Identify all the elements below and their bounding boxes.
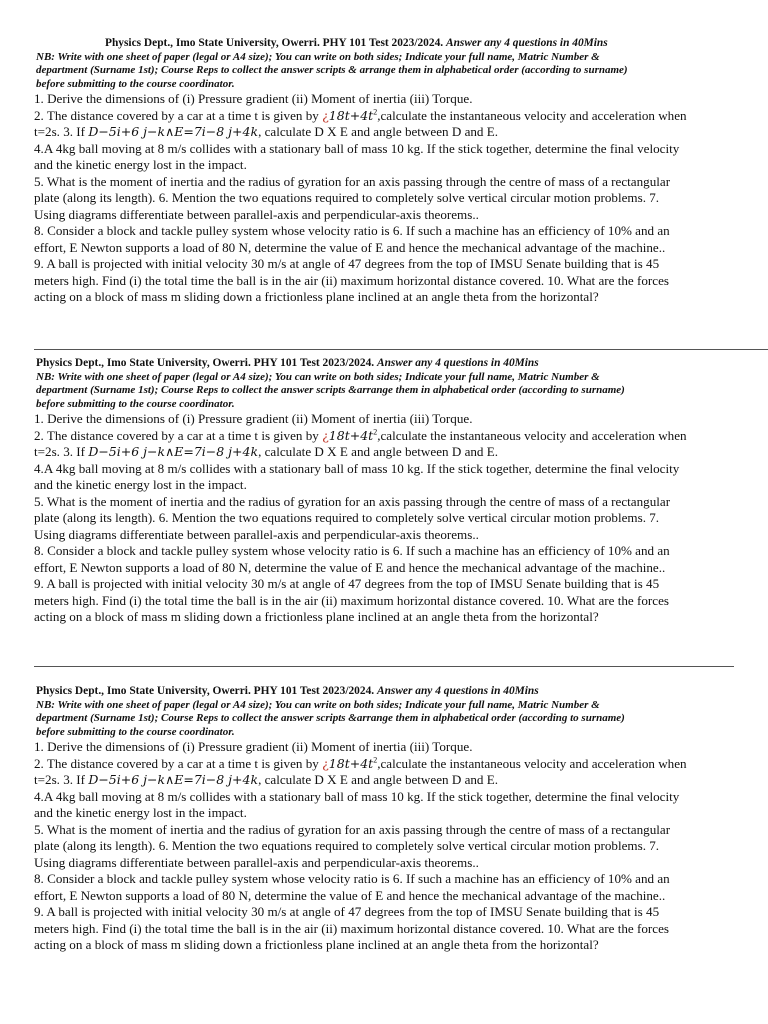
nb-line-2: department (Surname 1st); Course Reps to collect the answer scripts &arrange them in alphabetical order (according to surname) (36, 384, 625, 396)
math-symbol: ¿ (322, 427, 329, 443)
question-list (0, 411, 734, 626)
math-expression: D−5i+6 j−k∧E=7i−8 j+4k (88, 444, 259, 459)
question-9-line-1: 9. A ball is projected with initial velocity 30 m/s at angle of 47 degrees from the top of IMSU Senate building that is 45 (34, 256, 660, 271)
question-4-line-2: and the kinetic energy lost in the impact. (34, 477, 247, 492)
question-2: 2. The distance covered by a car at a time t is given by ¿$18t+4t^2,calculate$ the instantaneous velocity and acceleration when (34, 107, 687, 123)
question-list (0, 739, 734, 954)
question-1: 1. Derive the dimensions of (i) Pressure gradient (ii) Moment of inertia (iii) Torque. (34, 739, 473, 754)
question-8-line-1: 8. Consider a block and tackle pulley system whose velocity ratio is 6. If such a machine has an efficiency of 10% and an (34, 543, 670, 558)
nb-line-3: before submitting to the course coordinator. (36, 397, 235, 410)
test-block-3 (0, 685, 768, 954)
question-5-line-2: plate (along its length). 6. Mention the two equations required to completely solve vertical circular motion problems. 7. (34, 838, 660, 853)
nb-line-3: before submitting to the course coordinator. (36, 77, 235, 90)
question-8-line-1: 8. Consider a block and tackle pulley system whose velocity ratio is 6. If such a machine has an efficiency of 10% and an (34, 223, 670, 238)
question-5-line-1: 5. What is the moment of inertia and the radius of gyration for an axis passing through the centre of mass of a rectangular (34, 173, 671, 189)
header-instruction: Answer any 4 questions in 40Mins (376, 357, 539, 369)
nb-line-1: NB: Write with one sheet of paper (legal or A4 size); You can write on both sides; Indicate your full name, Matric Number & (36, 50, 600, 63)
question-2: 2. The distance covered by a car at a time t is given by ¿$18t+4t^2,calculate$ the instantaneous velocity and acceleration when (34, 755, 687, 771)
divider-line (34, 666, 734, 667)
question-3: t=2s. 3. If D−5i+6 j−k∧E=7i−8 j+4k, calculate D X E and angle between D and E. (34, 124, 499, 139)
question-5-line-2: plate (along its length). 6. Mention the two equations required to completely solve vertical circular motion problems. 7. (34, 190, 660, 205)
question-3: t=2s. 3. If D−5i+6 j−k∧E=7i−8 j+4k, calculate D X E and angle between D and E. (34, 444, 499, 459)
divider-line (34, 349, 768, 350)
math-expression: D−5i+6 j−k∧E=7i−8 j+4k (88, 772, 259, 787)
nb-note (0, 51, 726, 92)
nb-note (0, 699, 726, 740)
question-list (0, 91, 734, 306)
nb-note (0, 371, 726, 412)
question-5-line-3: Using diagrams differentiate between parallel-axis and perpendicular-axis theorems.. (34, 206, 479, 222)
math-expression: 18t+4t (328, 427, 374, 443)
question-3: t=2s. 3. If D−5i+6 j−k∧E=7i−8 j+4k, calculate D X E and angle between D and E. (34, 772, 499, 787)
nb-line-2: department (Surname 1st); Course Reps to collect the answer scripts & arrange them in alphabetical order (according to surname) (36, 64, 628, 76)
question-4-line-2: and the kinetic energy lost in the impact. (34, 805, 247, 820)
math-expression: 18t+4t (328, 755, 374, 771)
question-8-line-1: 8. Consider a block and tackle pulley system whose velocity ratio is 6. If such a machine has an efficiency of 10% and an (34, 871, 670, 886)
header-line (0, 357, 768, 371)
math-expression: D−5i+6 j−k∧E=7i−8 j+4k (88, 124, 259, 139)
question-2: 2. The distance covered by a car at a time t is given by ¿$18t+4t^2,calculate$ the instantaneous velocity and acceleration when (34, 427, 687, 443)
question-1: 1. Derive the dimensions of (i) Pressure gradient (ii) Moment of inertia (iii) Torque. (34, 411, 473, 426)
question-4-line-2: and the kinetic energy lost in the impact. (34, 157, 247, 172)
header-instruction: Answer any 4 questions in 40Mins (445, 37, 608, 49)
question-9-line-3: acting on a block of mass m sliding down a frictionless plane inclined at an angle theta from the horizontal? (34, 937, 599, 952)
header-title: Physics Dept., Imo State University, Owerri. PHY 101 Test 2023/2024. (105, 37, 444, 49)
question-9-line-1: 9. A ball is projected with initial velocity 30 m/s at angle of 47 degrees from the top of IMSU Senate building that is 45 (34, 904, 660, 919)
header-line (0, 685, 768, 699)
question-9-line-3: acting on a block of mass m sliding down a frictionless plane inclined at an angle theta from the horizontal? (34, 609, 599, 624)
question-9-line-2: meters high. Find (i) the total time the ball is in the air (ii) maximum horizontal distance covered. 10. What are the forces (34, 272, 669, 288)
math-expression: 18t+4t (328, 107, 374, 123)
header-title: Physics Dept., Imo State University, Owerri. PHY 101 Test 2023/2024. (36, 357, 375, 369)
question-8-line-2: effort, E Newton supports a load of 80 N, determine the value of E and hence the mechanical advantage of the machine.. (34, 239, 666, 255)
question-9-line-3: acting on a block of mass m sliding down a frictionless plane inclined at an angle theta from the horizontal? (34, 289, 599, 304)
question-8-line-2: effort, E Newton supports a load of 80 N, determine the value of E and hence the mechanical advantage of the machine.. (34, 887, 666, 903)
nb-line-1: NB: Write with one sheet of paper (legal or A4 size); You can write on both sides; Indicate your full name, Matric Number & (36, 698, 600, 711)
nb-line-1: NB: Write with one sheet of paper (legal or A4 size); You can write on both sides; Indicate your full name, Matric Number & (36, 370, 600, 383)
math-symbol: ¿ (322, 107, 329, 123)
math-symbol: ¿ (322, 755, 329, 771)
header-line (0, 37, 768, 51)
question-4-line-1: 4.A 4kg ball moving at 8 m/s collides with a stationary ball of mass 10 kg. If the stick together, determine the final velocity (34, 140, 680, 156)
question-5-line-3: Using diagrams differentiate between parallel-axis and perpendicular-axis theorems.. (34, 854, 479, 870)
header-instruction: Answer any 4 questions in 40Mins (376, 685, 539, 697)
question-4-line-1: 4.A 4kg ball moving at 8 m/s collides with a stationary ball of mass 10 kg. If the stick together, determine the final velocity (34, 460, 680, 476)
question-8-line-2: effort, E Newton supports a load of 80 N, determine the value of E and hence the mechanical advantage of the machine.. (34, 559, 666, 575)
question-5-line-2: plate (along its length). 6. Mention the two equations required to completely solve vertical circular motion problems. 7. (34, 510, 660, 525)
nb-line-2: department (Surname 1st); Course Reps to collect the answer scripts &arrange them in alphabetical order (according to surname) (36, 712, 625, 724)
nb-line-3: before submitting to the course coordinator. (36, 725, 235, 738)
question-9-line-2: meters high. Find (i) the total time the ball is in the air (ii) maximum horizontal distance covered. 10. What are the forces (34, 920, 669, 936)
question-4-line-1: 4.A 4kg ball moving at 8 m/s collides with a stationary ball of mass 10 kg. If the stick together, determine the final velocity (34, 788, 680, 804)
question-9-line-2: meters high. Find (i) the total time the ball is in the air (ii) maximum horizontal distance covered. 10. What are the forces (34, 592, 669, 608)
question-5-line-1: 5. What is the moment of inertia and the radius of gyration for an axis passing through the centre of mass of a rectangular (34, 493, 671, 509)
question-1: 1. Derive the dimensions of (i) Pressure gradient (ii) Moment of inertia (iii) Torque. (34, 91, 473, 106)
question-9-line-1: 9. A ball is projected with initial velocity 30 m/s at angle of 47 degrees from the top of IMSU Senate building that is 45 (34, 576, 660, 591)
question-5-line-3: Using diagrams differentiate between parallel-axis and perpendicular-axis theorems.. (34, 526, 479, 542)
test-block-1 (0, 37, 768, 306)
question-5-line-1: 5. What is the moment of inertia and the radius of gyration for an axis passing through the centre of mass of a rectangular (34, 821, 671, 837)
header-title: Physics Dept., Imo State University, Owerri. PHY 101 Test 2023/2024. (36, 685, 375, 697)
test-block-2 (0, 357, 768, 626)
